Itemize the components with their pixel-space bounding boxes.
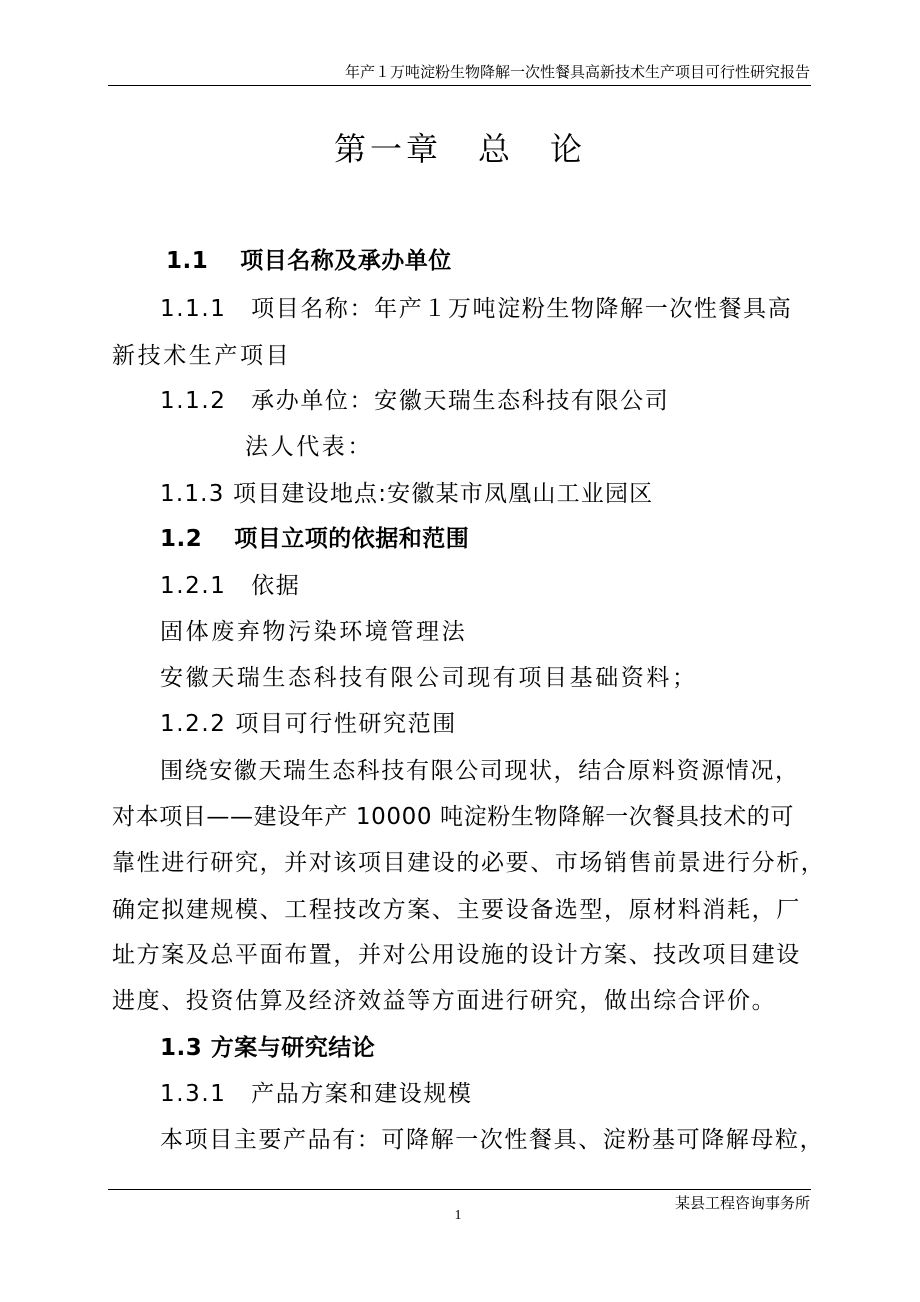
section-1-1-3: 1.1.3 项目建设地点:安徽某市凤凰山工业园区 xyxy=(160,481,654,507)
running-header: 年产１万吨淀粉生物降解一次性餐具高新技术生产项目可行性研究报告 xyxy=(344,63,810,81)
section-1-1-heading: 1.1 项目名称及承办单位 xyxy=(166,248,452,274)
footer-rule xyxy=(108,1189,811,1190)
section-1-2-2: 1.2.2 项目可行性研究范围 xyxy=(160,711,457,737)
section-1-1-1-line-1: 1.1.1 项目名称：年产１万吨淀粉生物降解一次性餐具高 xyxy=(160,296,793,322)
section-1-1-1-line-2: 新技术生产项目 xyxy=(112,343,292,369)
section-1-1-2: 1.1.2 承办单位：安徽天瑞生态科技有限公司 xyxy=(160,388,670,414)
section-1-3-1: 1.3.1 产品方案和建设规模 xyxy=(160,1081,473,1107)
chapter-title: 第一章 总 论 xyxy=(333,130,586,168)
legal-representative-label: 法人代表： xyxy=(245,434,373,460)
section-1-3-heading: 1.3 方案与研究结论 xyxy=(160,1035,376,1061)
section-1-2-1: 1.2.1 依据 xyxy=(160,573,301,599)
header-rule xyxy=(108,85,811,86)
scope-paragraph-line-2: 对本项目——建设年产 10000 吨淀粉生物降解一次餐具技术的可 xyxy=(112,804,794,830)
section-1-2-heading: 1.2 项目立项的依据和范围 xyxy=(160,526,470,552)
basis-item-1: 固体废弃物污染环境管理法 xyxy=(160,619,468,645)
products-line: 本项目主要产品有：可降解一次性餐具、淀粉基可降解母粒， xyxy=(160,1127,825,1153)
scope-paragraph-line-1: 围绕安徽天瑞生态科技有限公司现状，结合原料资源情况， xyxy=(160,758,800,784)
scope-paragraph-line-3: 靠性进行研究，并对该项目建设的必要、市场销售前景进行分析， xyxy=(112,850,826,876)
scope-paragraph-line-4: 确定拟建规模、工程技改方案、主要设备选型，原材料消耗，厂 xyxy=(112,897,801,923)
page-number: 1 xyxy=(454,1208,462,1223)
basis-item-2: 安徽天瑞生态科技有限公司现有项目基础资料； xyxy=(160,665,698,691)
scope-paragraph-line-5: 址方案及总平面布置，并对公用设施的设计方案、技改项目建设 xyxy=(112,942,801,968)
footer-organization: 某县工程咨询事务所 xyxy=(674,1194,810,1212)
scope-paragraph-line-6: 进度、投资估算及经济效益等方面进行研究，做出综合评价。 xyxy=(112,988,777,1014)
